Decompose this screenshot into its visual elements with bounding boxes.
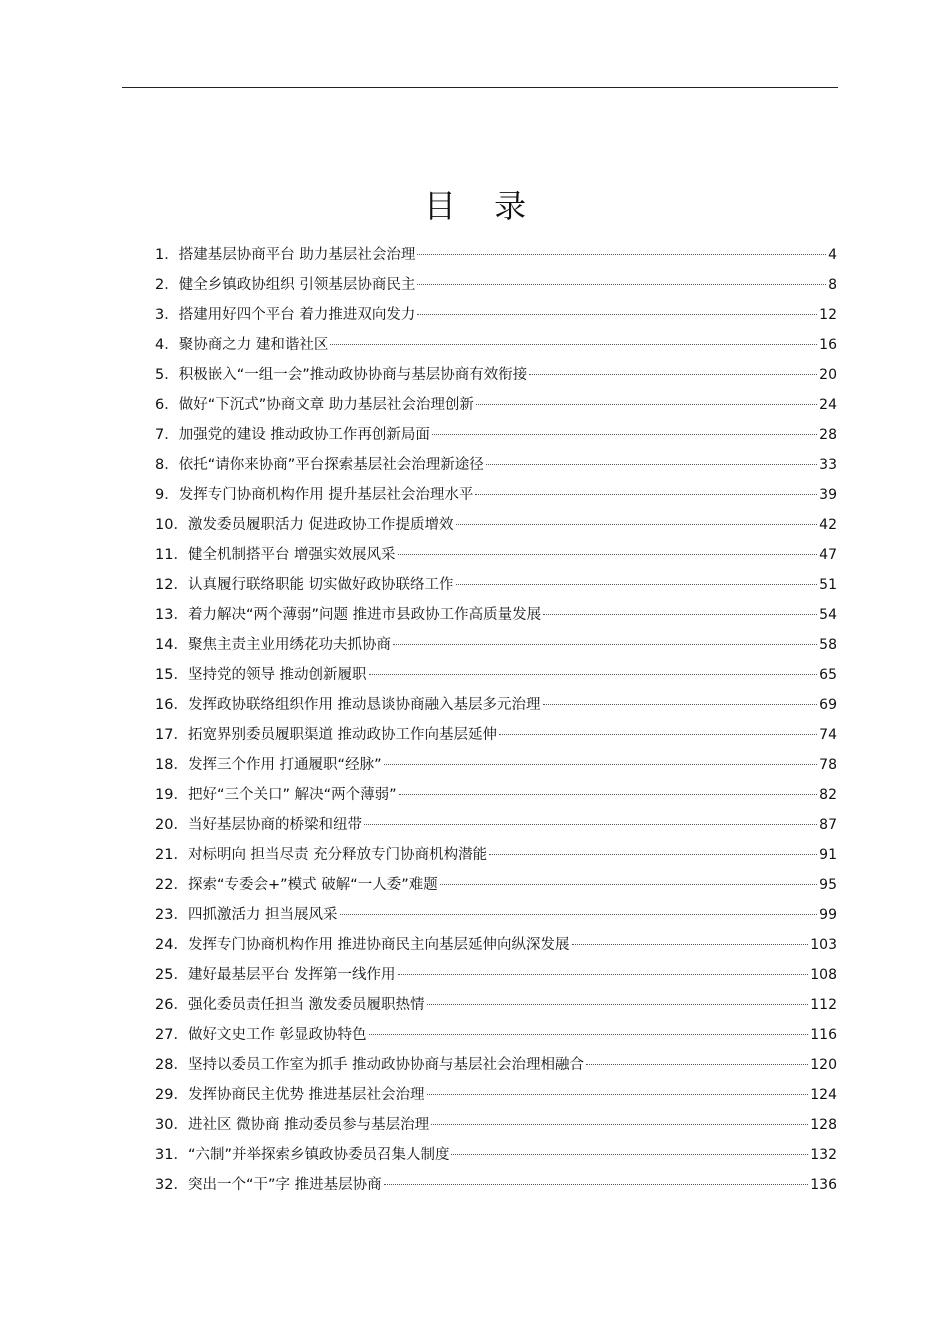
toc-entry-title: 当好基层协商的桥梁和纽带 [187, 817, 362, 833]
toc-entry-page: 58 [819, 637, 837, 653]
toc-entry-page: 103 [810, 937, 837, 953]
toc-entry[interactable] [155, 1050, 837, 1080]
toc-entry[interactable] [155, 330, 837, 360]
toc-entry-number: 28． [155, 1057, 188, 1073]
toc-entry-number: 31． [155, 1147, 188, 1163]
toc-dot-leader [384, 1184, 809, 1185]
toc-dot-leader [486, 464, 817, 465]
toc-entry-title: 发挥政协联络组织作用 推动恳谈协商融入基层多元治理 [187, 697, 541, 713]
toc-entry[interactable] [155, 240, 837, 270]
toc-dot-leader [451, 1154, 808, 1155]
toc-entry-number: 30． [155, 1117, 188, 1133]
toc-entry[interactable] [155, 960, 837, 990]
toc-entry[interactable] [155, 930, 837, 960]
toc-entry-title: 健全乡镇政协组织 引领基层协商民主 [178, 277, 416, 293]
toc-entry[interactable] [155, 300, 837, 330]
toc-entry-number: 18． [155, 757, 188, 773]
toc-entry-page: 87 [819, 817, 837, 833]
toc-entry[interactable] [155, 750, 837, 780]
toc-dot-leader [432, 434, 817, 435]
header-rule [122, 87, 838, 88]
toc-entry[interactable] [155, 840, 837, 870]
toc-entry-number: 32． [155, 1177, 188, 1193]
toc-entry-number: 3． [155, 307, 179, 323]
toc-entry[interactable] [155, 600, 837, 630]
toc-entry-title: 强化委员责任担当 激发委员履职热情 [187, 997, 425, 1013]
toc-entry-number: 9． [155, 487, 179, 503]
toc-dot-leader [417, 254, 826, 255]
toc-entry-title: 坚持党的领导 推动创新履职 [187, 667, 367, 683]
toc-entry-title: 发挥协商民主优势 推进基层社会治理 [187, 1087, 425, 1103]
toc-entry-title: 四抓激活力 担当展风采 [187, 907, 338, 923]
toc-entry-page: 112 [810, 997, 837, 1013]
toc-entry-page: 39 [819, 487, 837, 503]
toc-entry-title: 激发委员履职活力 促进政协工作提质增效 [187, 517, 454, 533]
toc-entry-number: 4． [155, 337, 179, 353]
toc-entry-title: 搭建用好四个平台 着力推进双向发力 [178, 307, 416, 323]
toc-entry-page: 116 [810, 1027, 837, 1043]
toc-dot-leader [330, 344, 817, 345]
toc-dot-leader [398, 974, 809, 975]
toc-entry[interactable] [155, 360, 837, 390]
toc-entry-title: 做好文史工作 彰显政协特色 [187, 1027, 367, 1043]
toc-entry-number: 7． [155, 427, 179, 443]
toc-entry-page: 82 [819, 787, 837, 803]
toc-entry-page: 47 [819, 547, 837, 563]
toc-entry-number: 1． [155, 247, 179, 263]
toc-entry-title: 搭建基层协商平台 助力基层社会治理 [178, 247, 416, 263]
toc-entry-page: 54 [819, 607, 837, 623]
toc-entry[interactable] [155, 1080, 837, 1110]
toc-entry-title: 进社区 微协商 推动委员参与基层治理 [187, 1117, 430, 1133]
toc-entry-number: 10． [155, 517, 188, 533]
toc-entry[interactable] [155, 780, 837, 810]
toc-dot-leader [476, 404, 817, 405]
page-title: 目 录 [423, 187, 541, 226]
toc-entry-number: 19． [155, 787, 188, 803]
toc-dot-leader [489, 854, 817, 855]
toc-entry[interactable] [155, 990, 837, 1020]
toc-entry[interactable] [155, 450, 837, 480]
toc-entry[interactable] [155, 900, 837, 930]
toc-entry-number: 23． [155, 907, 188, 923]
toc-entry-page: 4 [828, 247, 837, 263]
toc-entry-page: 132 [810, 1147, 837, 1163]
toc-dot-leader [475, 494, 817, 495]
toc-entry-title: 发挥专门协商机构作用 提升基层社会治理水平 [178, 487, 474, 503]
toc-entry-number: 15． [155, 667, 188, 683]
toc-entry-number: 29． [155, 1087, 188, 1103]
toc-entry-page: 8 [828, 277, 837, 293]
toc-entry[interactable] [155, 690, 837, 720]
toc-entry-page: 28 [819, 427, 837, 443]
toc-entry[interactable] [155, 570, 837, 600]
toc-dot-leader [440, 884, 817, 885]
toc-entry-page: 65 [819, 667, 837, 683]
toc-entry[interactable] [155, 1020, 837, 1050]
toc-entry-number: 24． [155, 937, 188, 953]
toc-dot-leader [431, 1124, 808, 1125]
toc-entry-title: 探索“专委会+”模式 破解“一人委”难题 [187, 877, 438, 893]
toc-entry-page: 16 [819, 337, 837, 353]
toc-dot-leader [417, 314, 817, 315]
toc-entry-title: 发挥专门协商机构作用 推进协商民主向基层延伸向纵深发展 [187, 937, 570, 953]
toc-entry-number: 16． [155, 697, 188, 713]
toc-dot-leader [456, 584, 818, 585]
toc-entry-number: 20． [155, 817, 188, 833]
toc-entry-page: 128 [810, 1117, 837, 1133]
toc-entry-page: 99 [819, 907, 837, 923]
toc-entry[interactable] [155, 270, 837, 300]
toc-entry-title: 建好最基层平台 发挥第一线作用 [187, 967, 396, 983]
toc-entry[interactable] [155, 720, 837, 750]
toc-entry-page: 78 [819, 757, 837, 773]
toc-entry-page: 20 [819, 367, 837, 383]
toc-dot-leader [543, 614, 817, 615]
toc-entry-title: 拓宽界别委员履职渠道 推动政协工作向基层延伸 [187, 727, 498, 743]
toc-dot-leader [393, 644, 817, 645]
toc-entry-number: 27． [155, 1027, 188, 1043]
toc-entry[interactable] [155, 1110, 837, 1140]
toc-entry-title: 聚焦主责主业用绣花功夫抓协商 [187, 637, 391, 653]
toc-entry[interactable] [155, 510, 837, 540]
toc-dot-leader [398, 554, 818, 555]
toc-entry[interactable] [155, 1170, 837, 1200]
toc-entry-number: 17． [155, 727, 188, 743]
toc-entry[interactable] [155, 870, 837, 900]
toc-entry-page: 95 [819, 877, 837, 893]
toc-entry-number: 11． [155, 547, 188, 563]
toc-entry[interactable] [155, 810, 837, 840]
toc-entry-page: 24 [819, 397, 837, 413]
toc-dot-leader [417, 284, 826, 285]
toc-entry-title: 依托“请你来协商”平台探索基层社会治理新途径 [178, 457, 484, 473]
toc-entry-number: 5． [155, 367, 179, 383]
toc-entry-title: 对标明向 担当尽责 充分释放专门协商机构潜能 [187, 847, 488, 863]
toc-entry[interactable] [155, 390, 837, 420]
toc-entry-title: 做好“下沉式”协商文章 助力基层社会治理创新 [178, 397, 474, 413]
toc-entry-number: 6． [155, 397, 179, 413]
toc-entry-number: 25． [155, 967, 188, 983]
table-of-contents [155, 240, 837, 1200]
toc-entry-title: 坚持以委员工作室为抓手 推动政协协商与基层社会治理相融合 [187, 1057, 585, 1073]
toc-entry-title: 把好“三个关口” 解决“两个薄弱” [187, 787, 397, 803]
toc-dot-leader [427, 1094, 809, 1095]
toc-entry-title: “六制”并举探索乡镇政协委员召集人制度 [187, 1147, 450, 1163]
toc-dot-leader [399, 794, 818, 795]
toc-entry-page: 12 [819, 307, 837, 323]
toc-entry-number: 26． [155, 997, 188, 1013]
toc-entry[interactable] [155, 1140, 837, 1170]
toc-entry-title: 认真履行联络职能 切实做好政协联络工作 [187, 577, 454, 593]
toc-dot-leader [384, 764, 818, 765]
toc-entry-page: 108 [810, 967, 837, 983]
toc-entry-number: 22． [155, 877, 188, 893]
toc-entry-page: 74 [819, 727, 837, 743]
toc-entry[interactable] [155, 420, 837, 450]
toc-entry-page: 124 [810, 1087, 837, 1103]
toc-entry-number: 13． [155, 607, 188, 623]
toc-entry-page: 33 [819, 457, 837, 473]
toc-entry-page: 51 [819, 577, 837, 593]
toc-dot-leader [529, 374, 817, 375]
toc-entry-page: 120 [810, 1057, 837, 1073]
toc-entry-page: 91 [819, 847, 837, 863]
toc-entry-number: 21． [155, 847, 188, 863]
toc-entry-number: 2． [155, 277, 179, 293]
toc-entry[interactable] [155, 480, 837, 510]
toc-entry-title: 健全机制搭平台 增强实效展风采 [187, 547, 396, 563]
toc-dot-leader [369, 1034, 809, 1035]
toc-entry-number: 8． [155, 457, 179, 473]
toc-dot-leader [427, 1004, 809, 1005]
toc-dot-leader [572, 944, 809, 945]
toc-dot-leader [456, 524, 818, 525]
toc-dot-leader [364, 824, 817, 825]
toc-entry-title: 发挥三个作用 打通履职“经脉” [187, 757, 382, 773]
toc-entry-title: 突出一个“干”字 推进基层协商 [187, 1177, 382, 1193]
toc-entry-title: 积极嵌入“一组一会”推动政协协商与基层协商有效衔接 [178, 367, 528, 383]
toc-entry-title: 着力解决“两个薄弱”问题 推进市县政协工作高质量发展 [187, 607, 542, 623]
toc-dot-leader [499, 734, 817, 735]
toc-entry-page: 42 [819, 517, 837, 533]
toc-dot-leader [586, 1064, 808, 1065]
toc-entry[interactable] [155, 660, 837, 690]
toc-entry-page: 136 [810, 1177, 837, 1193]
toc-dot-leader [543, 704, 818, 705]
toc-entry-number: 14． [155, 637, 188, 653]
toc-entry-page: 69 [819, 697, 837, 713]
toc-entry-title: 加强党的建设 推动政协工作再创新局面 [178, 427, 430, 443]
toc-entry-title: 聚协商之力 建和谐社区 [178, 337, 329, 353]
toc-dot-leader [340, 914, 818, 915]
toc-entry[interactable] [155, 630, 837, 660]
toc-entry[interactable] [155, 540, 837, 570]
toc-dot-leader [369, 674, 818, 675]
toc-entry-number: 12． [155, 577, 188, 593]
